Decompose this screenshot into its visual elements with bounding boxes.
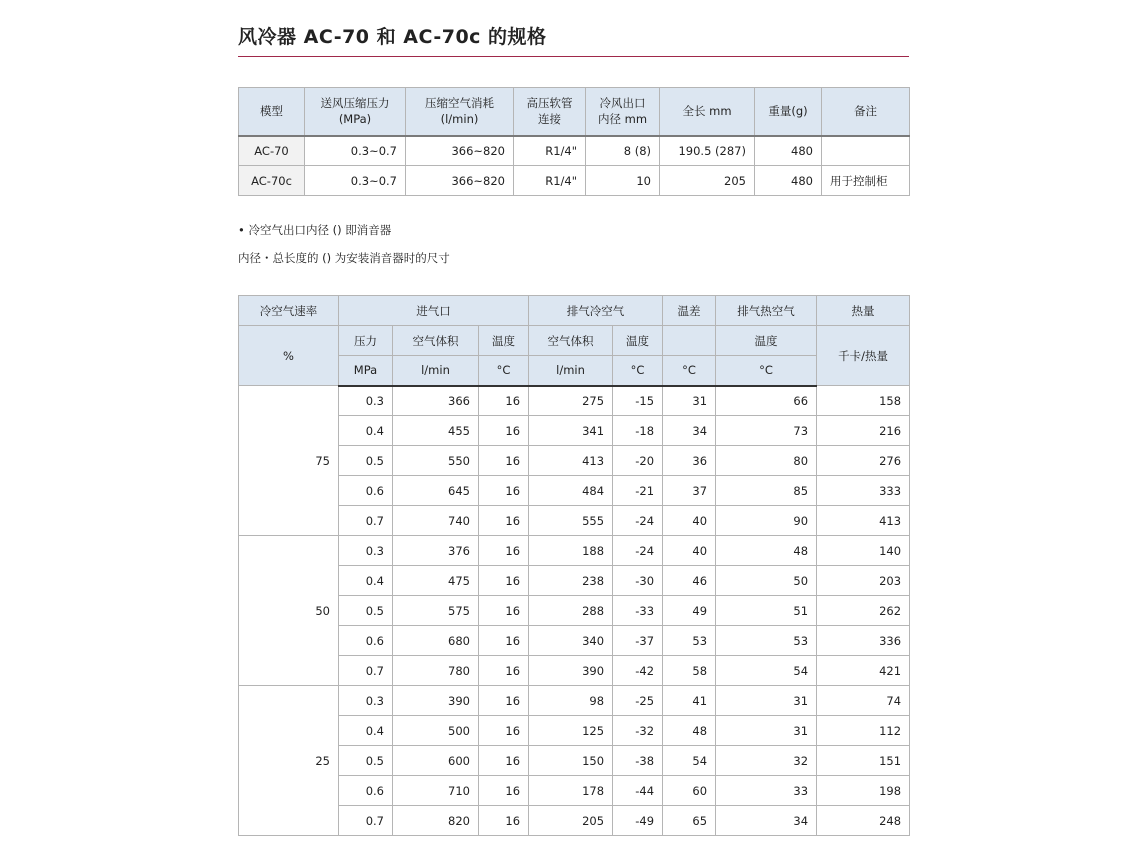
table-cell: 0.6 — [339, 626, 393, 656]
perf-header-cell: °C — [613, 356, 663, 386]
table-cell: 16 — [479, 416, 529, 446]
table-cell: 740 — [393, 506, 479, 536]
spec-row — [239, 166, 910, 196]
table-cell: 376 — [393, 536, 479, 566]
table-cell: 216 — [817, 416, 910, 446]
table-cell: -18 — [613, 416, 663, 446]
perf-header-cell: 温差 — [663, 296, 716, 326]
table-cell: 366~820 — [406, 136, 514, 166]
table-cell: 340 — [529, 626, 613, 656]
perf-header-cell: 空气体积 — [393, 326, 479, 356]
table-cell: -32 — [613, 716, 663, 746]
spec-header-cell: 冷风出口内径 mm — [586, 88, 660, 136]
table-cell: 41 — [663, 686, 716, 716]
table-cell: 820 — [393, 806, 479, 836]
table-cell: 16 — [479, 506, 529, 536]
perf-header-row — [239, 296, 910, 326]
table-cell: 413 — [529, 446, 613, 476]
rate-cell: 25 — [239, 686, 339, 836]
spec-header-cell: 送风压缩压力(MPa) — [305, 88, 406, 136]
table-cell: 288 — [529, 596, 613, 626]
table-cell: 16 — [479, 806, 529, 836]
table-cell: 475 — [393, 566, 479, 596]
table-cell: 150 — [529, 746, 613, 776]
table-cell: 484 — [529, 476, 613, 506]
table-cell: 366~820 — [406, 166, 514, 196]
spec-header-cell: 模型 — [239, 88, 305, 136]
spec-header-cell: 备注 — [822, 88, 910, 136]
performance-table — [238, 295, 910, 836]
table-row — [239, 476, 910, 506]
table-cell: R1/4" — [514, 166, 586, 196]
table-cell: 0.5 — [339, 596, 393, 626]
table-cell: 600 — [393, 746, 479, 776]
table-cell: 0.6 — [339, 776, 393, 806]
table-cell: 31 — [663, 386, 716, 416]
table-cell: 0.5 — [339, 446, 393, 476]
table-cell: 98 — [529, 686, 613, 716]
table-cell: 198 — [817, 776, 910, 806]
table-cell: 0.3~0.7 — [305, 166, 406, 196]
table-cell: 80 — [716, 446, 817, 476]
table-cell: 238 — [529, 566, 613, 596]
table-cell: 16 — [479, 656, 529, 686]
table-cell: 34 — [716, 806, 817, 836]
table-cell: 555 — [529, 506, 613, 536]
table-cell: 16 — [479, 476, 529, 506]
table-cell: 40 — [663, 536, 716, 566]
perf-body — [239, 386, 910, 836]
spec-row — [239, 136, 910, 166]
table-cell: 60 — [663, 776, 716, 806]
table-cell: 66 — [716, 386, 817, 416]
table-cell: 680 — [393, 626, 479, 656]
perf-header-cell: 冷空气速率 — [239, 296, 339, 326]
table-cell: 0.7 — [339, 506, 393, 536]
table-cell: 31 — [716, 716, 817, 746]
table-cell: 90 — [716, 506, 817, 536]
table-cell: 275 — [529, 386, 613, 416]
table-cell: 0.3 — [339, 536, 393, 566]
table-cell: -37 — [613, 626, 663, 656]
table-cell: 0.3~0.7 — [305, 136, 406, 166]
table-cell: 262 — [817, 596, 910, 626]
table-cell: 40 — [663, 506, 716, 536]
table-cell: 74 — [817, 686, 910, 716]
table-cell: 341 — [529, 416, 613, 446]
table-cell: 8 (8) — [586, 136, 660, 166]
table-cell: 0.6 — [339, 476, 393, 506]
table-cell: -42 — [613, 656, 663, 686]
table-cell: 710 — [393, 776, 479, 806]
table-row — [239, 656, 910, 686]
table-cell: 16 — [479, 686, 529, 716]
table-cell: 16 — [479, 536, 529, 566]
table-cell: 用于控制柜 — [822, 166, 910, 196]
table-row — [239, 596, 910, 626]
table-cell: -44 — [613, 776, 663, 806]
perf-header-cell: 排气冷空气 — [529, 296, 663, 326]
table-cell: 16 — [479, 626, 529, 656]
page-title: 风冷器 AC-70 和 AC-70c 的规格 — [238, 0, 909, 57]
perf-header-cell: 压力 — [339, 326, 393, 356]
rate-cell: 75 — [239, 386, 339, 536]
table-cell: 48 — [716, 536, 817, 566]
table-cell: 336 — [817, 626, 910, 656]
table-cell: 203 — [817, 566, 910, 596]
table-cell: 50 — [716, 566, 817, 596]
table-cell: 0.4 — [339, 566, 393, 596]
table-row — [239, 386, 910, 416]
perf-header-cell: 热量 — [817, 296, 910, 326]
table-cell: 16 — [479, 776, 529, 806]
table-cell: -24 — [613, 536, 663, 566]
table-cell: 73 — [716, 416, 817, 446]
table-cell: 85 — [716, 476, 817, 506]
table-cell: 48 — [663, 716, 716, 746]
table-cell: 54 — [716, 656, 817, 686]
table-cell: -33 — [613, 596, 663, 626]
table-cell: 53 — [663, 626, 716, 656]
spec-header-cell: 重量(g) — [755, 88, 822, 136]
table-row — [239, 806, 910, 836]
table-row — [239, 446, 910, 476]
spec-header-cell: 压缩空气消耗(l/min) — [406, 88, 514, 136]
table-cell: 205 — [660, 166, 755, 196]
table-cell: 421 — [817, 656, 910, 686]
spec-table — [238, 87, 910, 196]
table-cell: 34 — [663, 416, 716, 446]
perf-header-cell: % — [239, 326, 339, 386]
table-cell: 366 — [393, 386, 479, 416]
table-cell: 16 — [479, 386, 529, 416]
table-cell: 0.3 — [339, 386, 393, 416]
note-text: 内径・总长度的 () 为安装消音器时的尺寸 — [238, 251, 450, 265]
table-cell: R1/4" — [514, 136, 586, 166]
perf-header-row — [239, 356, 910, 386]
table-row — [239, 536, 910, 566]
table-cell: 33 — [716, 776, 817, 806]
perf-header-row — [239, 326, 910, 356]
table-cell: 480 — [755, 166, 822, 196]
table-row — [239, 716, 910, 746]
table-cell: 158 — [817, 386, 910, 416]
rate-cell: 50 — [239, 536, 339, 686]
perf-header-cell: l/min — [393, 356, 479, 386]
table-cell: 32 — [716, 746, 817, 776]
table-cell — [822, 136, 910, 166]
spec-header-cell: 全长 mm — [660, 88, 755, 136]
table-cell: 54 — [663, 746, 716, 776]
table-cell: 550 — [393, 446, 479, 476]
table-cell: 16 — [479, 596, 529, 626]
table-cell: -15 — [613, 386, 663, 416]
table-row — [239, 566, 910, 596]
table-row — [239, 776, 910, 806]
table-cell: 0.7 — [339, 806, 393, 836]
model-cell: AC-70c — [239, 166, 305, 196]
table-cell: 413 — [817, 506, 910, 536]
table-cell: -49 — [613, 806, 663, 836]
perf-header-cell: 温度 — [716, 326, 817, 356]
table-cell: 46 — [663, 566, 716, 596]
table-cell: 575 — [393, 596, 479, 626]
table-cell: 500 — [393, 716, 479, 746]
table-cell: 53 — [716, 626, 817, 656]
table-cell: 480 — [755, 136, 822, 166]
table-cell: 65 — [663, 806, 716, 836]
spec-page — [238, 0, 909, 828]
table-cell: 0.4 — [339, 716, 393, 746]
table-row — [239, 746, 910, 776]
note-text: • 冷空气出口内径 () 即消音器 — [238, 223, 392, 237]
table-cell: 16 — [479, 446, 529, 476]
perf-header-cell: 排气热空气 — [716, 296, 817, 326]
table-cell: 455 — [393, 416, 479, 446]
table-cell: 276 — [817, 446, 910, 476]
table-cell: 58 — [663, 656, 716, 686]
table-cell: 0.4 — [339, 416, 393, 446]
table-cell: 37 — [663, 476, 716, 506]
perf-header-cell: °C — [479, 356, 529, 386]
table-row — [239, 686, 910, 716]
table-cell: -38 — [613, 746, 663, 776]
table-row — [239, 506, 910, 536]
table-cell: 178 — [529, 776, 613, 806]
perf-header-cell: 空气体积 — [529, 326, 613, 356]
perf-header-cell: 千卡/热量 — [817, 326, 910, 386]
table-cell: -30 — [613, 566, 663, 596]
table-row — [239, 416, 910, 446]
perf-header-cell — [663, 326, 716, 356]
table-cell: 190.5 (287) — [660, 136, 755, 166]
table-cell: 0.5 — [339, 746, 393, 776]
perf-header-cell: 温度 — [479, 326, 529, 356]
table-row — [239, 626, 910, 656]
perf-header-cell: MPa — [339, 356, 393, 386]
table-cell: 49 — [663, 596, 716, 626]
perf-header-cell: 进气口 — [339, 296, 529, 326]
table-cell: 125 — [529, 716, 613, 746]
table-cell: 112 — [817, 716, 910, 746]
spec-header-row — [239, 88, 910, 136]
perf-header-cell: °C — [716, 356, 817, 386]
table-cell: 51 — [716, 596, 817, 626]
table-cell: -24 — [613, 506, 663, 536]
table-cell: 140 — [817, 536, 910, 566]
table-cell: 16 — [479, 746, 529, 776]
model-cell: AC-70 — [239, 136, 305, 166]
table-cell: 780 — [393, 656, 479, 686]
table-cell: -21 — [613, 476, 663, 506]
table-cell: 390 — [529, 656, 613, 686]
perf-header-cell: 温度 — [613, 326, 663, 356]
perf-header-cell: °C — [663, 356, 716, 386]
table-cell: 0.3 — [339, 686, 393, 716]
table-cell: 16 — [479, 566, 529, 596]
table-cell: -25 — [613, 686, 663, 716]
table-cell: 333 — [817, 476, 910, 506]
table-cell: 36 — [663, 446, 716, 476]
table-cell: 248 — [817, 806, 910, 836]
table-cell: 645 — [393, 476, 479, 506]
table-cell: -20 — [613, 446, 663, 476]
perf-header-cell: l/min — [529, 356, 613, 386]
table-cell: 390 — [393, 686, 479, 716]
table-cell: 16 — [479, 716, 529, 746]
table-cell: 10 — [586, 166, 660, 196]
table-cell: 205 — [529, 806, 613, 836]
table-cell: 151 — [817, 746, 910, 776]
table-cell: 188 — [529, 536, 613, 566]
table-cell: 31 — [716, 686, 817, 716]
table-cell: 0.7 — [339, 656, 393, 686]
spec-header-cell: 高压软管连接 — [514, 88, 586, 136]
